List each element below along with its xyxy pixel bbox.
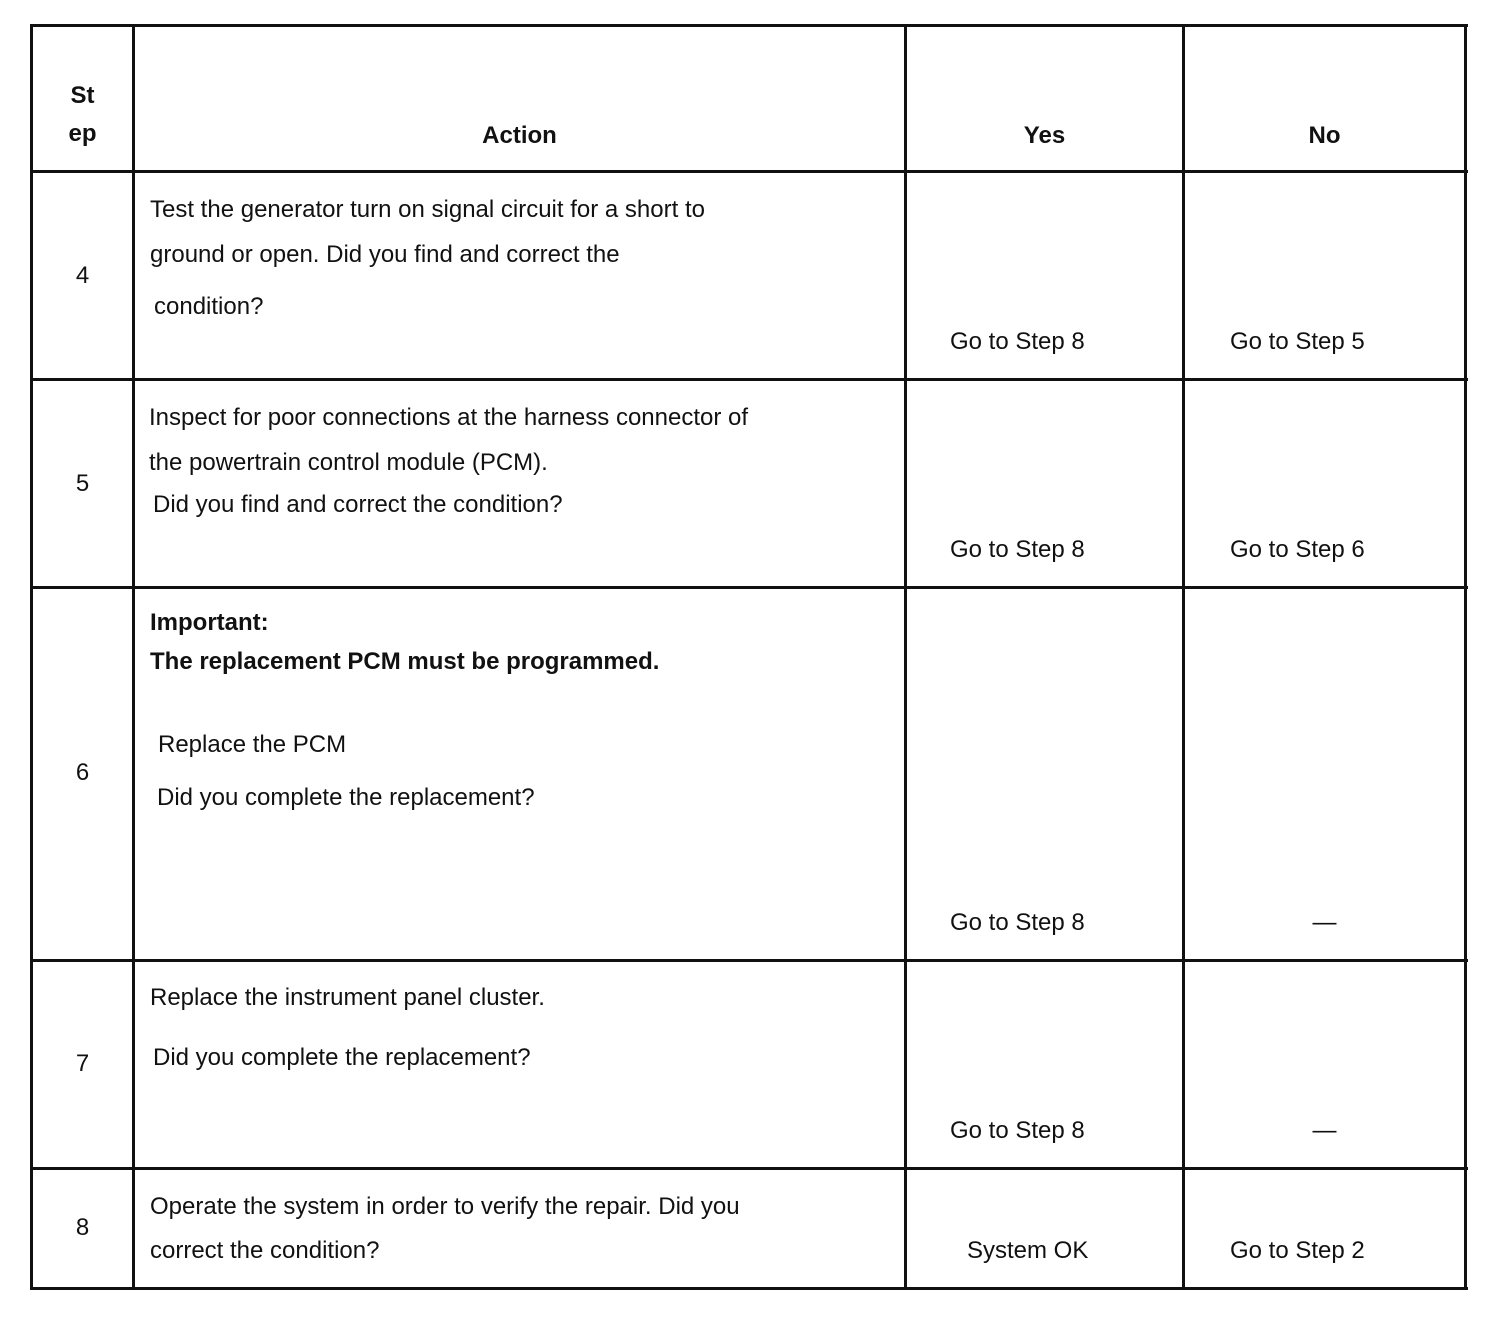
- action-text-line: condition?: [154, 293, 264, 320]
- no-result: Go to Step 6: [1230, 536, 1365, 563]
- action-text-line: Test the generator turn on signal circuit for a short to: [150, 196, 705, 223]
- header-action: Action: [482, 122, 557, 149]
- action-text-line: ground or open. Did you find and correct the: [150, 241, 620, 268]
- diagnostic-table: [30, 24, 1468, 1290]
- step-number: 8: [75, 1214, 90, 1241]
- action-text-line: Replace the instrument panel cluster.: [150, 984, 545, 1011]
- action-text-line: Did you complete the replacement?: [153, 1044, 531, 1071]
- important-note: The replacement PCM must be programmed.: [150, 648, 660, 675]
- step-number: 4: [75, 262, 90, 289]
- header-divider: [30, 170, 1468, 173]
- action-text-line: correct the condition?: [150, 1237, 380, 1264]
- step-number: 5: [75, 470, 90, 497]
- column-divider: [132, 24, 135, 1290]
- row-divider: [30, 378, 1468, 381]
- row-divider: [30, 959, 1468, 962]
- table-border-right: [1464, 24, 1467, 1290]
- header-step-line2: ep: [68, 119, 97, 147]
- action-text-line: Inspect for poor connections at the harness connector of: [149, 404, 749, 431]
- action-text-line: Operate the system in order to verify the repair. Did you: [150, 1193, 740, 1220]
- action-text-line: Replace the PCM: [158, 731, 347, 758]
- yes-result: Go to Step 8: [950, 1117, 1085, 1144]
- header-no: No: [1308, 122, 1341, 149]
- step-number: 6: [75, 759, 90, 786]
- column-divider: [1182, 24, 1185, 1290]
- no-result: —: [1312, 1117, 1337, 1144]
- table-border-left: [30, 24, 33, 1290]
- header-step-line1: St: [70, 82, 95, 109]
- no-result: Go to Step 2: [1230, 1237, 1365, 1264]
- step-number: 7: [75, 1050, 90, 1077]
- table-border-top: [30, 24, 1468, 27]
- header-yes: Yes: [1023, 122, 1066, 149]
- action-text-line: Did you find and correct the condition?: [153, 491, 563, 518]
- action-text-line: Did you complete the replacement?: [157, 784, 535, 811]
- yes-result: System OK: [967, 1237, 1089, 1264]
- no-result: —: [1312, 909, 1337, 936]
- column-divider: [904, 24, 907, 1290]
- action-text-line: the powertrain control module (PCM).: [149, 449, 548, 476]
- yes-result: Go to Step 8: [950, 328, 1085, 355]
- table-border-bottom: [30, 1287, 1468, 1290]
- yes-result: Go to Step 8: [950, 909, 1085, 936]
- header-step: [33, 82, 132, 147]
- row-divider: [30, 1167, 1468, 1170]
- row-divider: [30, 586, 1468, 589]
- yes-result: Go to Step 8: [950, 536, 1085, 563]
- no-result: Go to Step 5: [1230, 328, 1365, 355]
- important-label: Important:: [150, 609, 269, 636]
